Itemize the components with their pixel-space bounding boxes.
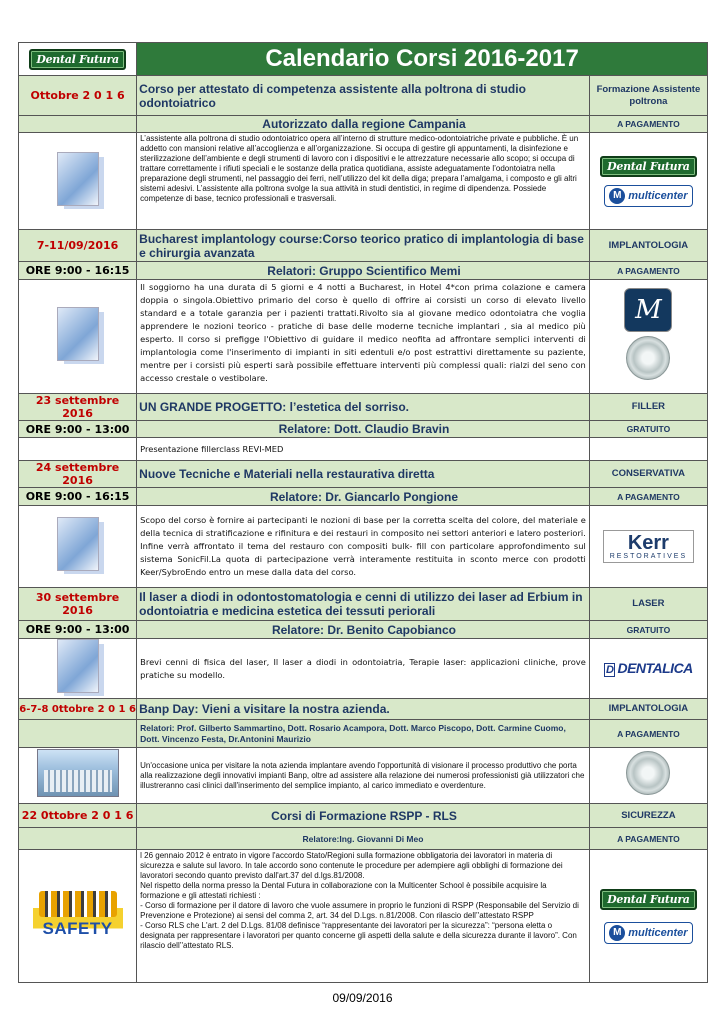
- event-price: GRATUITO: [589, 621, 707, 639]
- event-title: Il laser a diodi in odontostomatologia e cenni di utilizzo dei laser ad Erbium in odontoiatria e medicina estetica dei tessuti periorali: [137, 588, 590, 621]
- dentalica-label: DENTALICA: [617, 659, 693, 676]
- event-subheading: Relatore: Dott. Claudio Bravin: [137, 421, 590, 438]
- dental-futura-logo: Dental Futura: [29, 49, 125, 70]
- safety-image: [33, 885, 123, 943]
- event-title: UN GRANDE PROGETTO: l’estetica del sorriso.: [137, 394, 590, 421]
- brochure-image: [57, 517, 99, 571]
- dentalica-logo: [604, 660, 693, 676]
- event-category: LASER: [589, 588, 707, 621]
- event-description: Brevi cenni di fisica del laser, Il laser a diodi in odontoiatria, Terapie laser: applicazioni cliniche, prove pratiche su modello.: [137, 639, 590, 699]
- multicenter-label: multicenter: [628, 926, 688, 939]
- multicenter-icon: M: [609, 188, 625, 204]
- multicenter-logo: [604, 922, 692, 944]
- kerr-logo-sub: RESTORATIVES: [609, 553, 688, 560]
- event-description: Presentazione fillerclass REVI-MED: [137, 438, 590, 461]
- multicenter-icon: M: [609, 925, 625, 941]
- multicenter-logo: [604, 185, 692, 207]
- event-date: 24 settembre 2016: [19, 461, 137, 488]
- event-logo-cell: [589, 850, 707, 983]
- event-subheading: Relatore: Dr. Benito Capobianco: [137, 621, 590, 639]
- brochure-image: [57, 152, 99, 206]
- event-logo-cell: [589, 748, 707, 804]
- event-category: IMPLANTOLOGIA: [589, 230, 707, 262]
- event-logo-cell: [589, 639, 707, 699]
- event-image-cell: [19, 506, 137, 588]
- event-subheading: Relatore: Dr. Giancarlo Pongione: [137, 488, 590, 506]
- event-price: A PAGAMENTO: [589, 488, 707, 506]
- event-description: L’assistente alla poltrona di studio odontoiatrico opera all’interno di strutture medico-odontoiatriche private e pubbliche. È un addetto con mansioni relative all’accoglienza e all’organizzazione. Si occupa di gestire gli appuntamenti, la disinfezione e sterilizzazione dell’ambiente e degli strumenti di lavoro con i dispositivi e le attrezzature necessarie allo scopo; si occupa di trattare correttamente i rifiuti speciali e le sostanze della pratica quotidiana, assiste adeguatamente l’odontoiatra nella preparazione degli strumenti, nel passaggio dei ferri, nell’utilizzo del kit della diga; prepara l’amalgama, i composto e gli altri sistemi adesivi. L’assistente alla poltrona svolge la sua attività in studi dentistici, in regime di dipendenza. Possiede competenze di base, tecnico professionali e trasversali.: [137, 133, 590, 230]
- empty-cell: [589, 438, 707, 461]
- event-price: A PAGAMENTO: [589, 262, 707, 280]
- event-price: A PAGAMENTO: [589, 116, 707, 133]
- event-description: Scopo del corso è fornire ai partecipanti le nozioni di base per la corretta scelta del colore, del materiale e della tecnica di stratificazione e rifinitura e dei restauri in composito nei settori anteriori e latero posteriori. Infine verrà affrontato il tema del restauro con compositi bulk- fill con particolare approfondimento sul sistema SonicFil.La quota di partecipazione verrà interamente restituita in sconto merce con prodotti Keer/SybroEndo entro un mese dalla data del corso.: [137, 506, 590, 588]
- event-subheading: Relatori: Prof. Gilberto Sammartino, Dott. Rosario Acampora, Dott. Marco Piscopo, Dott. Carmine Cuomo, Dott. Vincenzo Festa, Dr.Antonini Maurizio: [137, 720, 590, 748]
- empty-cell: [19, 828, 137, 850]
- safety-label: SAFETY: [42, 918, 113, 938]
- dental-futura-logo: Dental Futura: [600, 156, 696, 177]
- event-date: 23 settembre 2016: [19, 394, 137, 421]
- empty-cell: [19, 116, 137, 133]
- footer-date: 09/09/2016: [332, 991, 393, 1005]
- event-subheading: Relatori: Gruppo Scientifico Memi: [137, 262, 590, 280]
- event-time: ORE 9:00 - 13:00: [19, 421, 137, 438]
- event-price: A PAGAMENTO: [589, 828, 707, 850]
- event-price: A PAGAMENTO: [589, 720, 707, 748]
- empty-cell: [19, 438, 137, 461]
- implant-icon: [626, 336, 670, 380]
- event-category: Formazione Assistente poltrona: [589, 76, 707, 116]
- event-date: 22 0ttobre 2 0 1 6: [19, 804, 137, 828]
- event-description: l 26 gennaio 2012 è entrato in vigore l'accordo Stato/Regioni sulla formazione obbligatoria dei lavoratori in materia di sicurezza e salute sul lavoro. In tale accordo sono contenute le procedure per adempiere agli obblighi di formazione dei lavoratori secondo quanto previsto dall'art.37 del d.lgs.81/2008. Nel rispetto della norma presso la Dental Futura in collaborazione con la Multicenter School è possibile acquisire la formazione e gli attestati richiesti : - Corso di formazione per il datore di lavoro che vuole assumere in proprio le funzioni di RSPP (Responsabile del Servizio di Prevenzione e Protezione) ai sensi del comma 2, art. 34 del D.Lgs. n.81/2008. Con rilascio dell’'attestato RSPP - Corso RLS che L'art. 2 del D.Lgs. 81/08 definisce “rappresentante dei lavoratori per la sicurezza”: “persona eletta o designata per rappresentare i lavoratori per quanto concerne gli aspetti della salute e della sicurezza durante il lavoro”. Con rilascio dell’'attestato RLS.: [137, 850, 590, 983]
- event-subheading: Relatore:Ing. Giovanni Di Meo: [137, 828, 590, 850]
- event-logo-cell: [589, 133, 707, 230]
- event-logo-cell: [589, 280, 707, 394]
- event-image-cell: [19, 639, 137, 699]
- event-date: Ottobre 2 0 1 6: [19, 76, 137, 116]
- event-title: Nuove Tecniche e Materiali nella restaurativa diretta: [137, 461, 590, 488]
- implant-icon: [626, 751, 670, 795]
- event-description: Il soggiorno ha una durata di 5 giorni e 4 notti a Bucharest, in Hotel 4*con prima colazione e camera doppia o singola.Obiettivo primario del corso è quello di offrire ai corsisti un corso di elevato livello standard e a totale garanzia per i pazienti trattati.Rivolto sia al giovane medico odontoiatra che voglia apprendere le nozioni teorico - pratiche di base delle moderne tecniche implantari , sia al medico più esperto. Il corso si prefigge l'Obiettivo di guidare il medico neofita ad affrontare semplici interventi di implantologia come l'inserimento di impianti in siti edentuli e/o post estrattivi direttamente su paziente, mentre per i corsisti più esperti sarà possibile effettuare interventi più complessi quali: rialzi del seno con accesso crestale o vestibolare.: [137, 280, 590, 394]
- event-category: SICUREZZA: [589, 804, 707, 828]
- event-description: Un'occasione unica per visitare la nota azienda implantare avendo l'opportunità di visionare il processo produttivo che porta alla realizzazione degli innovativi impianti Banp, oltre ad assistere alla relazione dei numerosi professionisti già utilizzatori che illustreranno casi clinici dall'inserimento del semplice impianto, al carico immediato e overdenture.: [137, 748, 590, 804]
- event-category: IMPLANTOLOGIA: [589, 699, 707, 720]
- event-price: GRATUITO: [589, 421, 707, 438]
- event-date: 6-7-8 0ttobre 2 0 1 6: [19, 699, 137, 720]
- event-title: Corsi di Formazione RSPP - RLS: [137, 804, 590, 828]
- event-time: ORE 9:00 - 16:15: [19, 262, 137, 280]
- brochure-image: [57, 639, 99, 693]
- empty-cell: [19, 720, 137, 748]
- event-date: 30 settembre 2016: [19, 588, 137, 621]
- event-subheading: Autorizzato dalla regione Campania: [137, 116, 590, 133]
- event-title: Corso per attestato di competenza assistente alla poltrona di studio odontoiatrico: [137, 76, 590, 116]
- event-logo-cell: [589, 506, 707, 588]
- calendar-table: [18, 42, 708, 983]
- dentalica-mark-icon: D: [606, 663, 614, 676]
- event-title: Bucharest implantology course:Corso teorico pratico di implantologia di base e chirurgia avanzata: [137, 230, 590, 262]
- event-image-cell: [19, 133, 137, 230]
- dental-futura-logo: Dental Futura: [600, 889, 696, 910]
- page-title: Calendario Corsi 2016-2017: [137, 43, 708, 76]
- workers-icon: [39, 891, 117, 917]
- event-category: FILLER: [589, 394, 707, 421]
- kerr-logo: [603, 530, 694, 563]
- kerr-logo-main: Kerr: [627, 532, 669, 554]
- building-image: [37, 749, 119, 797]
- event-date: 7-11/09/2016: [19, 230, 137, 262]
- event-image-cell: [19, 280, 137, 394]
- memi-logo: M: [624, 288, 672, 332]
- event-title: Banp Day: Vieni a visitare la nostra azienda.: [137, 699, 590, 720]
- brochure-image: [57, 307, 99, 361]
- event-image-cell: [19, 748, 137, 804]
- event-image-cell: [19, 850, 137, 983]
- event-time: ORE 9:00 - 13:00: [19, 621, 137, 639]
- event-time: ORE 9:00 - 16:15: [19, 488, 137, 506]
- header-logo-cell: [19, 43, 137, 76]
- event-category: CONSERVATIVA: [589, 461, 707, 488]
- multicenter-label: multicenter: [628, 189, 688, 202]
